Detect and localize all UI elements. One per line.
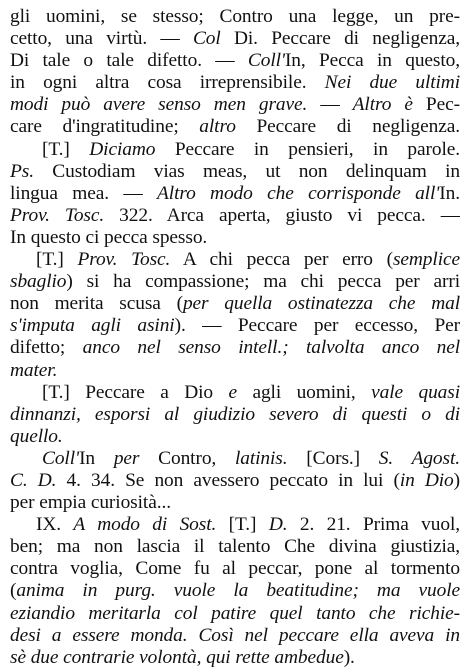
roman-text: agli uomini,: [236, 381, 372, 403]
text-line: [10, 271, 460, 293]
roman-text: [T.] Peccare a Dio: [42, 381, 229, 403]
roman-text: [Cors.]: [287, 447, 379, 469]
italic-text: S. Agost.: [378, 447, 460, 469]
roman-text: [T.]: [36, 249, 78, 271]
italic-text: sbaglio: [10, 271, 67, 293]
roman-text: in ogni altra cosa irreprensibile.: [10, 72, 325, 94]
roman-text: per empia curiosità...: [10, 492, 171, 514]
roman-text: gli uomini, se stesso; Contro una legge, un pre-: [10, 6, 460, 27]
roman-text: In questo ci pecca spesso.: [10, 226, 208, 248]
roman-text: —: [307, 94, 353, 116]
roman-text: (: [10, 580, 17, 602]
text-line: [10, 50, 460, 72]
italic-text: semplice: [392, 249, 460, 271]
italic-text: Altro modo che corrisponde all': [157, 182, 440, 204]
roman-text: 2. 21. Prima vuol,: [287, 514, 460, 536]
italic-text: anco nel senso intell.; talvolta anco nel: [82, 337, 460, 359]
text-line: [10, 514, 460, 536]
text-line: [10, 558, 460, 580]
roman-text: [T.]: [216, 514, 269, 536]
roman-text: [T.]: [42, 138, 90, 160]
italic-text: dinnanzi, esporsi al giudizio severo di questi o di: [10, 403, 460, 425]
text-line: [10, 293, 460, 315]
roman-text: care d'ingratitudine;: [10, 116, 200, 138]
roman-text: lingua mea. —: [10, 182, 158, 204]
italic-text: anima in purg. vuole la beatitudine; ma vuole: [16, 580, 460, 602]
italic-text: vale quasi: [371, 381, 460, 403]
text-line: [10, 404, 460, 426]
italic-text: mater.: [10, 359, 58, 381]
italic-text: Col: [192, 28, 221, 50]
text-line: [10, 315, 460, 337]
text-line: [10, 161, 460, 183]
italic-text: desi a essere monda. Così nel peccare ella aveva in: [10, 624, 460, 646]
italic-text: sè due contrarie volontà, qui rette ambedue: [10, 646, 344, 668]
italic-text: altro: [199, 116, 236, 138]
italic-text: C. D.: [10, 469, 57, 491]
roman-text: ) si ha compassione; ma chi pecca per arri: [66, 271, 460, 293]
roman-text: Peccare in pensieri, in parole.: [155, 138, 460, 160]
roman-text: difetto;: [10, 337, 83, 359]
italic-text: Nei due ultimi: [324, 72, 460, 94]
italic-text: Diciamo: [89, 138, 156, 160]
text-line: [10, 360, 460, 382]
roman-text: In: [79, 447, 114, 469]
roman-text: Di. Peccare di negligenza,: [220, 28, 460, 50]
text-line: [10, 116, 460, 138]
italic-text: latinis.: [234, 447, 288, 469]
italic-text: Ps.: [10, 160, 34, 182]
italic-text: D.: [268, 514, 288, 536]
roman-text: 4. 34. Se non avessero peccato in lui (: [56, 469, 400, 491]
roman-text: Pec-: [412, 94, 460, 116]
text-line: [10, 94, 460, 116]
roman-text: ben; ma non lascia il talento Che divina giustizia,: [10, 536, 460, 558]
roman-text: ).: [343, 646, 355, 668]
roman-text: Di tale o tale difetto. —: [10, 50, 248, 72]
roman-text: A chi pecca per erro (: [170, 249, 393, 271]
text-line: [10, 492, 460, 514]
text-line: [10, 28, 460, 50]
italic-text: A modo di Sost.: [73, 514, 217, 536]
text-line: [10, 625, 460, 647]
text-line: [10, 536, 460, 558]
text-line: [10, 647, 460, 669]
text-line: [10, 249, 460, 271]
italic-text: per: [113, 447, 140, 469]
text-line: [10, 183, 460, 205]
roman-text: Contro,: [139, 447, 235, 469]
roman-text: cetto, una virtù. —: [10, 28, 193, 50]
text-line: [10, 337, 460, 359]
text-line: [10, 205, 460, 227]
italic-text: in Dio: [399, 469, 454, 491]
italic-text: Prov. Tosc.: [77, 249, 171, 271]
text-line: [10, 470, 460, 492]
italic-text: s'imputa agli asini: [10, 315, 175, 337]
italic-text: Coll': [42, 447, 80, 469]
text-line: [10, 382, 460, 404]
roman-text: In, Pecca in questo,: [284, 50, 460, 72]
roman-text: Custodiam vias meas, ut non delinquam in: [33, 160, 460, 182]
italic-text: eziandio meritarla col patire quel tanto che richie-: [10, 602, 460, 624]
roman-text: In.: [439, 182, 460, 204]
roman-text: non merita scusa (: [10, 293, 183, 315]
text-line: [10, 426, 460, 448]
italic-text: Prov. Tosc.: [10, 204, 105, 226]
roman-text: ): [453, 469, 460, 491]
text-line: [10, 227, 460, 249]
roman-text: 322. Arca aperta, giusto vi pecca. —: [104, 204, 460, 226]
roman-text: contra voglia, Come fu al peccar, pone al tormento: [10, 558, 460, 580]
text-line: [10, 139, 460, 161]
roman-text: IX.: [36, 514, 74, 536]
italic-text: Altro è: [352, 94, 413, 116]
text-line: [10, 580, 460, 602]
italic-text: per quella ostinatezza che mal: [182, 293, 460, 315]
italic-text: modi può avere senso men grave.: [10, 94, 308, 116]
text-line: [10, 603, 460, 625]
roman-text: ). — Peccare per eccesso, Per: [174, 315, 460, 337]
roman-text: Peccare di negligenza.: [235, 116, 460, 138]
text-line: [10, 6, 460, 28]
text-line: [10, 72, 460, 94]
italic-text: Coll': [247, 50, 285, 72]
text-line: [10, 448, 460, 470]
italic-text: quello.: [10, 425, 63, 447]
italic-text: e: [228, 381, 237, 403]
